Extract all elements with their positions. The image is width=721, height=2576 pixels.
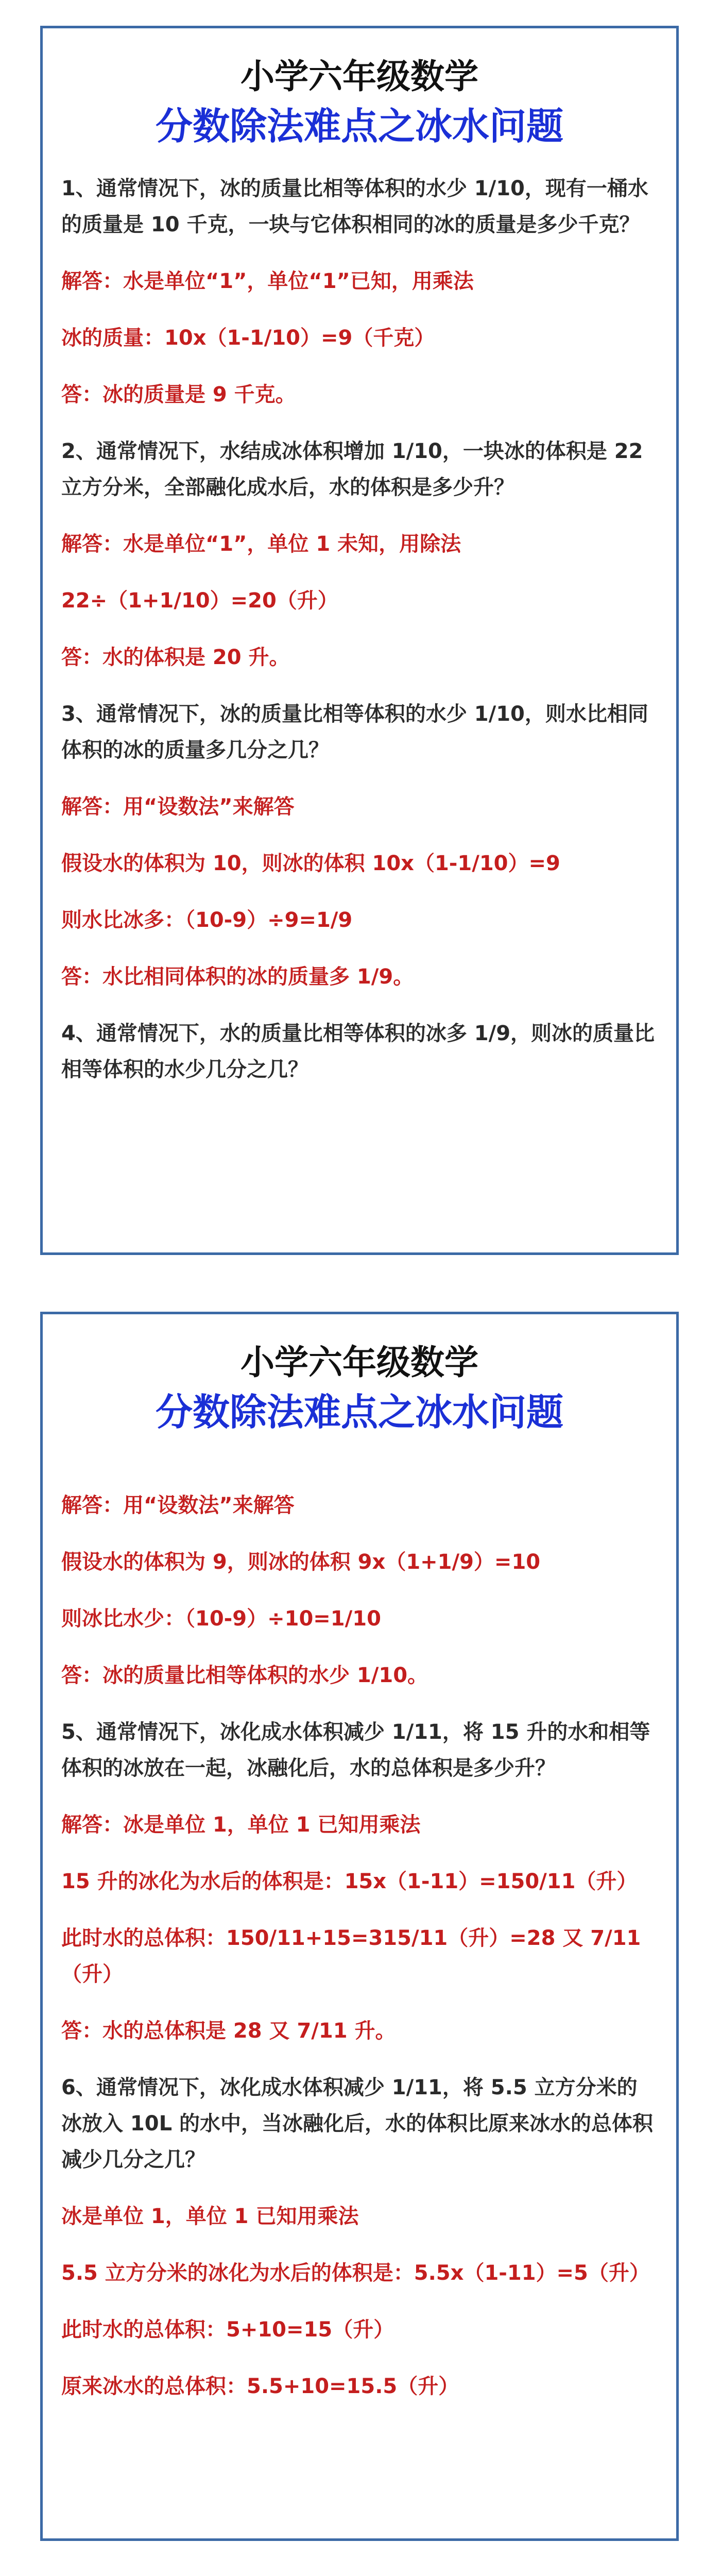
answer-line: 答：冰的质量比相等体积的水少 1/10。 xyxy=(61,1664,428,1687)
answer-line: 解答：水是单位“1”，单位 1 未知，用除法 xyxy=(61,532,461,556)
answer-line: 解答：水是单位“1”，单位“1”已知，用乘法 xyxy=(61,269,474,293)
answer-line: 冰是单位 1，单位 1 已知用乘法 xyxy=(61,2205,359,2228)
answer-line: 此时水的总体积：5+10=15（升） xyxy=(61,2318,394,2342)
question-3: 3、通常情况下，冰的质量比相等体积的水少 1/10，则水比相同体积的冰的质量多几分之几？ xyxy=(61,702,648,762)
answer-line: 原来冰水的总体积：5.5+10=15.5（升） xyxy=(61,2375,459,2398)
title-topic: 分数除法难点之冰水问题 xyxy=(155,1391,563,1434)
answer-line: 5.5 立方分米的冰化为水后的体积是：5.5x（1-11）=5（升） xyxy=(61,2261,650,2285)
title-grade: 小学六年级数学 xyxy=(241,1343,478,1382)
answer-line: 此时水的总体积：150/11+15=315/11（升）=28 又 7/11（升） xyxy=(61,1926,641,1986)
answer-line: 解答：用“设数法”来解答 xyxy=(61,1494,295,1517)
answer-line: 答：冰的质量是 9 千克。 xyxy=(61,383,296,406)
question-6: 6、通常情况下，冰化成水体积减少 1/11，将 5.5 立方分米的冰放入 10L 的水中，当冰融化后，水的体积比原来冰水的总体积减少几分之几？ xyxy=(61,2076,654,2172)
page-content xyxy=(43,1487,676,2404)
answer-line: 解答：用“设数法”来解答 xyxy=(61,795,295,819)
answer-line: 则水比冰多：（10-9）÷9=1/9 xyxy=(61,908,353,932)
page-content xyxy=(43,171,676,1088)
answer-line: 解答：冰是单位 1，单位 1 已知用乘法 xyxy=(61,1813,421,1837)
worksheet-page-2 xyxy=(40,1312,679,2541)
question-2: 2、通常情况下，水结成冰体积增加 1/10，一块冰的体积是 22 立方分米，全部融化成水后，水的体积是多少升？ xyxy=(61,439,643,499)
answer-line: 22÷（1+1/10）=20（升） xyxy=(61,589,338,613)
answer-line: 15 升的冰化为水后的体积是：15x（1-11）=150/11（升） xyxy=(61,1870,638,1893)
question-5: 5、通常情况下，冰化成水体积减少 1/11，将 15 升的水和相等体积的冰放在一起，冰融化后，水的总体积是多少升？ xyxy=(61,1720,650,1780)
answer-line: 假设水的体积为 9，则冰的体积 9x（1+1/9）=10 xyxy=(61,1550,541,1574)
answer-line: 答：水比相同体积的冰的质量多 1/9。 xyxy=(61,965,414,989)
worksheet-page-1 xyxy=(40,26,679,1255)
question-4: 4、通常情况下，水的质量比相等体积的冰多 1/9，则冰的质量比相等体积的水少几分之几？ xyxy=(61,1022,655,1081)
answer-line: 冰的质量：10x（1-1/10）=9（千克） xyxy=(61,326,435,350)
title-topic: 分数除法难点之冰水问题 xyxy=(155,105,563,148)
answer-line: 答：水的体积是 20 升。 xyxy=(61,646,290,669)
answer-line: 则冰比水少：（10-9）÷10=1/10 xyxy=(61,1607,381,1631)
question-1: 1、通常情况下，冰的质量比相等体积的水少 1/10，现有一桶水的质量是 10 千克，一块与它体积相同的冰的质量是多少千克？ xyxy=(61,177,648,236)
title-grade: 小学六年级数学 xyxy=(241,57,478,96)
answer-line: 答：水的总体积是 28 又 7/11 升。 xyxy=(61,2019,396,2043)
answer-line: 假设水的体积为 10，则冰的体积 10x（1-1/10）=9 xyxy=(61,852,560,875)
